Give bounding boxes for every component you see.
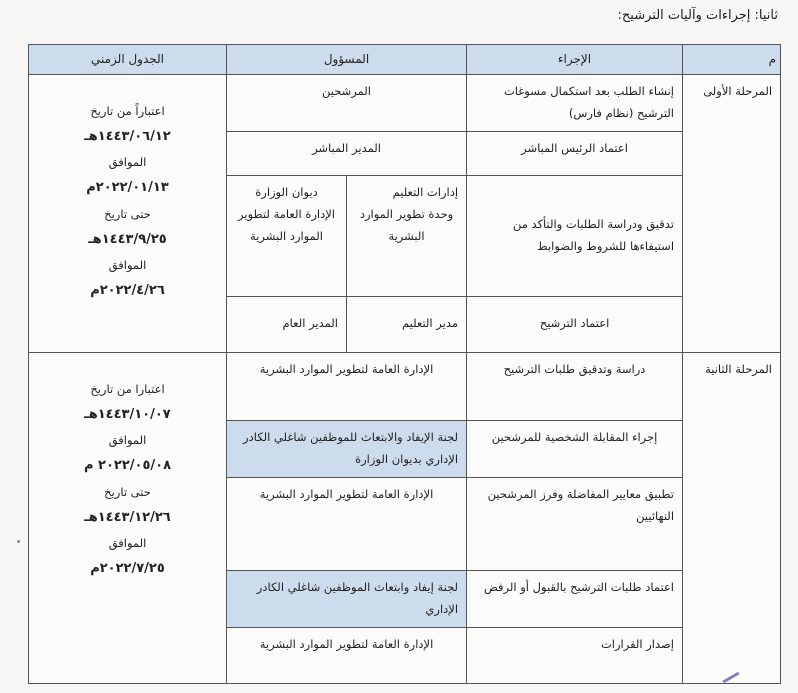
stage1-to-hijri: ١٤٤٣/٩/٢٥هـ bbox=[88, 231, 167, 247]
stage1-responsible-4b: المدير العام bbox=[227, 296, 347, 352]
header-procedure: الإجراء bbox=[467, 45, 683, 75]
stage2-procedure-3: تطبيق معايير المفاضلة وفرز المرشحين النهائيين bbox=[467, 478, 683, 570]
stage1-equiv2-label: الموافق bbox=[108, 258, 147, 273]
stage1-responsible-1: المرشحين bbox=[227, 74, 467, 131]
stage1-from-greg: ٢٠٢٢/٠١/١٣م bbox=[86, 180, 169, 196]
header-m: م bbox=[683, 45, 781, 75]
stage1-responsible-3a-title: إدارات التعليم bbox=[392, 184, 459, 199]
stage2-equiv1-label: الموافق bbox=[108, 433, 147, 448]
stage2-procedure-2: إجراء المقابلة الشخصية للمرشحين bbox=[467, 421, 683, 478]
stage1-responsible-3b bbox=[227, 175, 347, 296]
stage1-procedure-3: تدقيق ودراسة الطلبات والتأكد من استيفاءها للشروط والضوابط bbox=[467, 175, 683, 296]
stage2-responsible-2: لجنة الإيفاد والابتعاث للموظفين شاغلي الكادر الإداري بديوان الوزارة bbox=[227, 421, 467, 478]
header-row bbox=[29, 45, 781, 75]
stage1-equiv1-label: الموافق bbox=[108, 155, 147, 170]
stage1-procedure-2: اعتماد الرئيس المباشر bbox=[467, 131, 683, 175]
stage2-to-greg: ٢٠٢٢/٧/٢٥م bbox=[90, 561, 165, 577]
header-responsible: المسؤول bbox=[227, 45, 467, 75]
stage2-from-hijri: ١٤٤٣/١٠/٠٧هـ bbox=[84, 407, 171, 423]
stage1-procedure-1: إنشاء الطلب بعد استكمال مسوغات الترشيح (نظام فارس) bbox=[467, 74, 683, 131]
stage2-schedule bbox=[29, 352, 227, 683]
stage1-responsible-4a: مدير التعليم bbox=[347, 296, 467, 352]
stage1-from-hijri: ١٤٤٣/٠٦/١٢هـ bbox=[84, 128, 171, 144]
stage2-procedure-1: دراسة وتدقيق طلبات الترشيح bbox=[467, 352, 683, 420]
stage2-from-label: اعتبارا من تاريخ bbox=[90, 381, 165, 396]
stray-dot bbox=[17, 540, 20, 543]
page-heading: ثانيا: إجراءات وآليات الترشيح: bbox=[617, 8, 778, 23]
stage2-responsible-3: الإدارة العامة لتطوير الموارد البشرية bbox=[227, 478, 467, 570]
stage1-to-greg: ٢٠٢٢/٤/٢٦م bbox=[90, 283, 165, 299]
stage2-responsible-5: الإدارة العامة لتطوير الموارد البشرية bbox=[227, 627, 467, 683]
stage2-procedure-4: اعتماد طلبات الترشيح بالقبول أو الرفض bbox=[467, 570, 683, 627]
stage2-responsible-4: لجنة إيفاد وابتعاث الموظفين شاغلي الكادر الإداري bbox=[227, 570, 467, 627]
stage1-responsible-3b-title: ديوان الوزارة bbox=[255, 184, 318, 199]
stage1-responsible-3a-unit: وحدة تطوير الموارد البشرية bbox=[359, 206, 454, 243]
header-schedule: الجدول الزمني bbox=[29, 45, 227, 75]
stage1-procedure-4: اعتماد الترشيح bbox=[467, 296, 683, 352]
stage1-responsible-3a bbox=[347, 175, 467, 296]
table-row bbox=[29, 352, 781, 420]
stage2-to-label: حتى تاريخ bbox=[104, 484, 151, 499]
stage1-responsible-3b-unit: الإدارة العامة لتطوير الموارد البشرية bbox=[238, 206, 335, 243]
stage1-name: المرحلة الأولى bbox=[683, 74, 781, 352]
table-row bbox=[29, 74, 781, 131]
stage2-responsible-1: الإدارة العامة لتطوير الموارد البشرية bbox=[227, 352, 467, 420]
stage2-equiv2-label: الموافق bbox=[108, 536, 147, 551]
stage2-to-hijri: ١٤٤٣/١٢/٢٦هـ bbox=[84, 509, 171, 525]
procedures-table bbox=[28, 44, 781, 684]
stage2-from-greg: ٢٠٢٢/٠٥/٠٨ م bbox=[83, 458, 172, 474]
stage2-procedure-5: إصدار القرارات bbox=[467, 627, 683, 683]
stage2-name: المرحلة الثانية bbox=[683, 352, 781, 683]
stage1-from-label: اعتباراً من تاريخ bbox=[90, 103, 165, 118]
stage1-to-label: حتى تاريخ bbox=[104, 206, 151, 221]
stage1-responsible-2: المدير المباشر bbox=[227, 131, 467, 175]
stage1-schedule bbox=[29, 74, 227, 352]
